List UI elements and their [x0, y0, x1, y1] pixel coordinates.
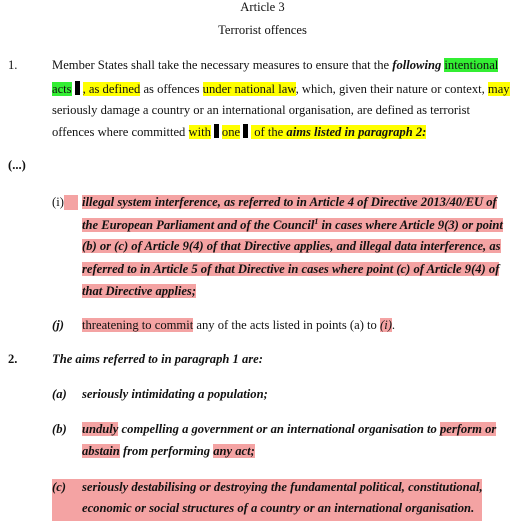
abstain-highlight: abstain [82, 444, 120, 458]
paragraph-1-line-3: seriously damage a country or an international organisation, are defined as terrorist [52, 103, 471, 117]
point-i-reference: (i) [380, 318, 392, 332]
national-law-highlight: under national law [202, 82, 296, 96]
paragraph-2-text: The aims referred to in paragraph 1 are: [52, 352, 263, 366]
following-word: following [392, 58, 442, 72]
item-i-line-5: that Directive applies; [82, 284, 197, 298]
paragraph-1-number: 1. [8, 58, 18, 72]
acts-highlight: acts [52, 82, 72, 96]
item-i-line-2: the European Parliament and of the Council$^1$ in cases where Article 9(3) or point [82, 217, 503, 233]
aim-c-line-1: seriously destabilising or destroying the fundamental political, constitutional, [82, 480, 483, 494]
ellipsis: (...) [8, 158, 26, 172]
paragraph-1-line-2: acts , as defined as offences under national law, which, given their nature or context, may [52, 82, 510, 96]
article-number: Article 3 [240, 0, 285, 14]
aim-a-label: (a) [52, 387, 67, 401]
item-i-label: (i) [52, 195, 78, 210]
one-highlight: one [221, 125, 241, 139]
redaction-mark [243, 124, 248, 138]
aim-c-line-2: economic or social structures of a country or an international organisation. [82, 501, 475, 515]
perform-or-highlight: perform or [439, 422, 497, 436]
item-j-text: threatening to commit any of the acts listed in points (a) to (i). [82, 318, 396, 332]
item-i-line-3: (b) or (c) of Article 9(4) of that Directive applies, and illegal data interference, as [82, 239, 501, 253]
article-title: Terrorist offences [218, 23, 307, 37]
may-highlight: may [487, 82, 510, 96]
item-i-line-1: illegal system interference, as referred to in Article 4 of Directive 2013/40/EU of [82, 195, 497, 209]
item-i-line-4: referred to in Article 5 of that Directive in cases where point (c) of Article 9(4) of [82, 262, 500, 276]
redaction-mark [214, 124, 219, 138]
aim-b-line-2: abstain from performing any act; [82, 444, 255, 458]
footnote-marker: 1 [314, 217, 319, 226]
item-j-label: (j) [52, 318, 64, 332]
threatening-highlight: threatening to commit [82, 318, 194, 332]
intentional-highlight: intentional [444, 58, 499, 72]
any-act-highlight: any act; [213, 444, 255, 458]
paragraph-1-line-4: offences where committed with one of the aims listed in paragraph 2: [52, 125, 427, 139]
aim-b-label: (b) [52, 422, 67, 436]
as-defined-highlight: , as defined [82, 82, 141, 96]
aim-b-line-1: unduly compelling a government or an international organisation to perform or [82, 422, 497, 436]
aim-a-text: seriously intimidating a population; [82, 387, 268, 401]
redaction-mark [75, 81, 80, 95]
aim-c-label: (c) [52, 480, 66, 494]
aims-reference-highlight: of the aims listed in paragraph 2: [251, 125, 427, 139]
unduly-highlight: unduly [82, 422, 119, 436]
paragraph-2-number: 2. [8, 352, 18, 366]
paragraph-1-line-1: Member States shall take the necessary measures to ensure that the following intentional [52, 58, 499, 72]
with-highlight: with [188, 125, 211, 139]
